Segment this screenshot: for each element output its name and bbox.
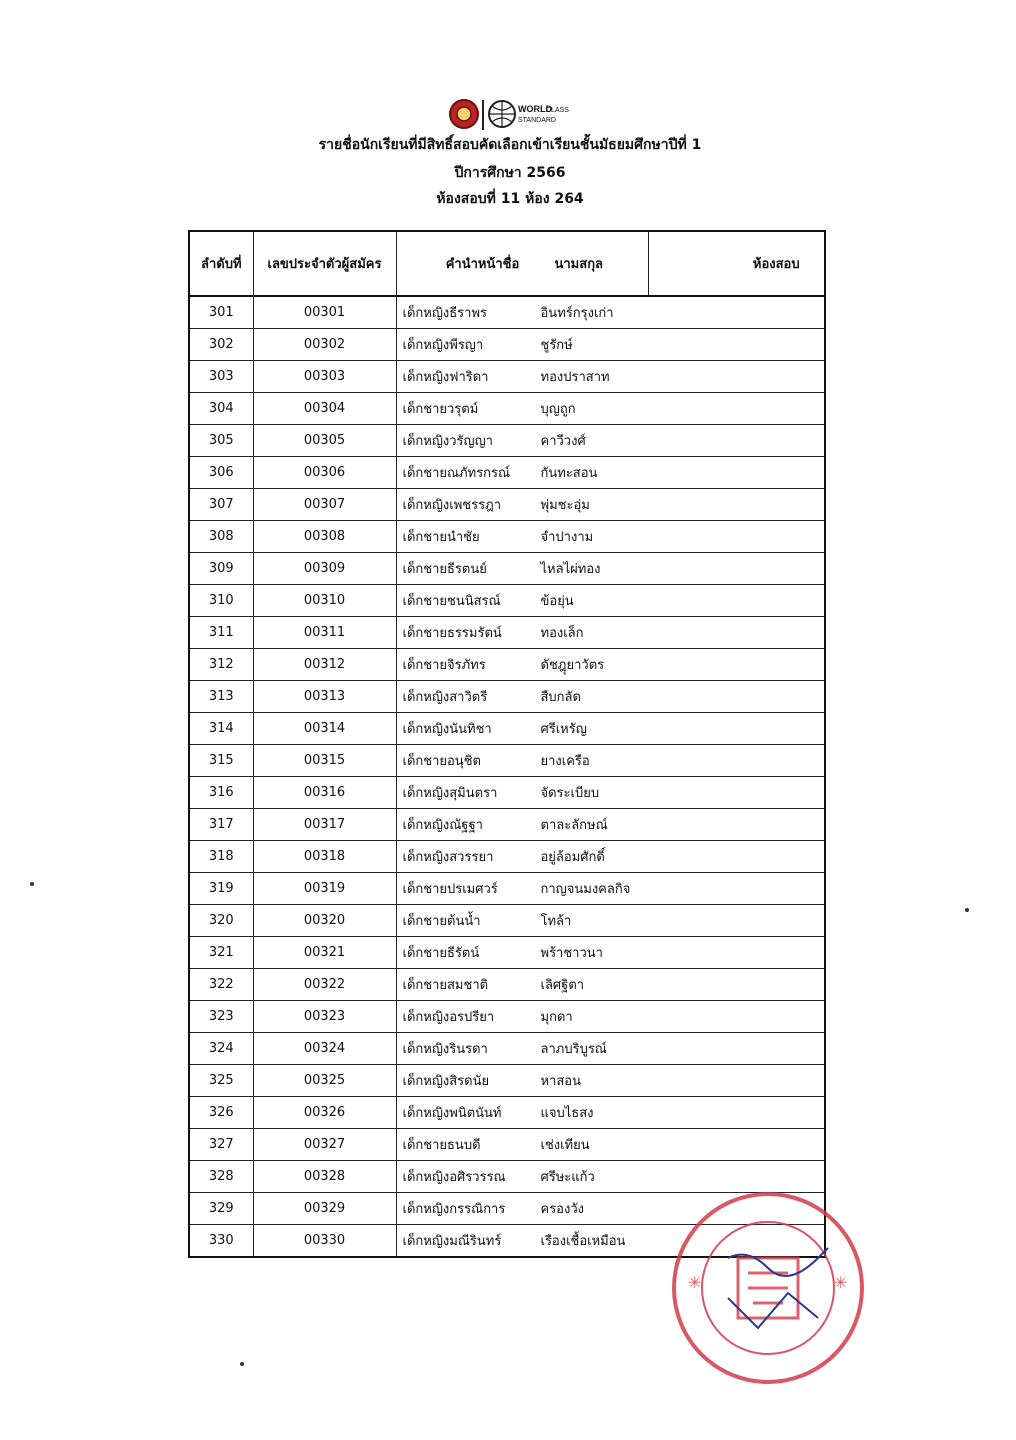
table-row <box>189 841 825 873</box>
student-surname: มุกดา <box>540 1010 573 1025</box>
cell-name <box>396 873 825 905</box>
header-logos <box>448 94 578 136</box>
student-name: เด็กหญิงอรปรียา <box>402 1010 495 1025</box>
cell-order: 303 <box>189 361 253 393</box>
table-row <box>189 809 825 841</box>
table-row <box>189 585 825 617</box>
table-row <box>189 937 825 969</box>
student-name: เด็กหญิงสิรดนัย <box>402 1074 490 1089</box>
table-row <box>189 777 825 809</box>
cell-name <box>396 585 825 617</box>
table-row <box>189 969 825 1001</box>
cell-applicant-id: 00307 <box>253 489 396 521</box>
cell-applicant-id: 00316 <box>253 777 396 809</box>
cell-order: 319 <box>189 873 253 905</box>
cell-applicant-id: 00308 <box>253 521 396 553</box>
cell-applicant-id: 00311 <box>253 617 396 649</box>
col-header-order: ลำดับที่ <box>189 231 253 296</box>
student-surname: กันทะสอน <box>540 466 598 481</box>
cell-applicant-id: 00317 <box>253 809 396 841</box>
cell-applicant-id: 00321 <box>253 937 396 969</box>
student-surname: ลาภบริบูรณ์ <box>540 1042 607 1057</box>
student-name: เด็กชายชนนิสรณ์ <box>402 594 501 609</box>
table-row <box>189 1033 825 1065</box>
school-emblem-icon <box>448 94 578 136</box>
student-surname: กาญจนมงคลกิจ <box>540 882 631 897</box>
student-name: เด็กหญิงวรัญญา <box>402 434 493 449</box>
cell-name <box>396 1001 825 1033</box>
table-row <box>189 425 825 457</box>
cell-order: 301 <box>189 296 253 329</box>
cell-applicant-id: 00302 <box>253 329 396 361</box>
cell-order: 306 <box>189 457 253 489</box>
scan-speck <box>240 1362 244 1366</box>
cell-name <box>396 681 825 713</box>
cell-name <box>396 841 825 873</box>
student-name: เด็กหญิงธีราพร <box>402 306 488 321</box>
cell-applicant-id: 00304 <box>253 393 396 425</box>
student-name: เด็กชายปรเมศวร์ <box>402 882 498 897</box>
cell-applicant-id: 00327 <box>253 1129 396 1161</box>
cell-order: 329 <box>189 1193 253 1225</box>
col-header-surname-exam <box>554 231 825 296</box>
table-row <box>189 489 825 521</box>
cell-name <box>396 809 825 841</box>
cell-applicant-id: 00318 <box>253 841 396 873</box>
table-row <box>189 393 825 425</box>
student-name: เด็กชายจิรภัทร <box>402 658 486 673</box>
cell-name <box>396 1065 825 1097</box>
table-row <box>189 905 825 937</box>
cell-order: 316 <box>189 777 253 809</box>
table-row <box>189 553 825 585</box>
student-surname: ดัชฎุยาวัตร <box>540 658 605 673</box>
student-surname: ทองเล็ก <box>540 626 584 641</box>
table-row <box>189 745 825 777</box>
table-body <box>189 296 825 1257</box>
table-row <box>189 1129 825 1161</box>
table-row <box>189 649 825 681</box>
cell-order: 309 <box>189 553 253 585</box>
cell-name <box>396 905 825 937</box>
cell-name <box>396 1129 825 1161</box>
student-surname: อินทร์กรุงเก่า <box>540 306 614 321</box>
student-surname: อยู่ล้อมศักดิ์ <box>540 850 605 865</box>
cell-order: 321 <box>189 937 253 969</box>
student-surname: ศรีษะแก้ว <box>540 1170 595 1185</box>
student-name: เด็กหญิงเพชรรฎา <box>402 498 502 513</box>
scan-speck <box>965 908 969 912</box>
table-row <box>189 873 825 905</box>
student-surname: พร้าชาวนา <box>540 946 603 961</box>
svg-text:STANDARD: STANDARD <box>518 117 556 124</box>
cell-name <box>396 553 825 585</box>
cell-order: 324 <box>189 1033 253 1065</box>
cell-order: 330 <box>189 1225 253 1258</box>
exam-room-heading: ห้องสอบที่ 11 ห้อง 264 <box>436 191 584 207</box>
cell-applicant-id: 00329 <box>253 1193 396 1225</box>
cell-name <box>396 649 825 681</box>
student-name: เด็กหญิงสุมินตรา <box>402 786 498 801</box>
cell-applicant-id: 00323 <box>253 1001 396 1033</box>
cell-name <box>396 745 825 777</box>
student-surname: เรืองเชื้อเหมือน <box>540 1234 626 1249</box>
school-seal-stamp-icon <box>668 1188 868 1388</box>
cell-applicant-id: 00330 <box>253 1225 396 1258</box>
student-surname: จัดระเบียบ <box>540 786 600 801</box>
student-surname: สืบกลัด <box>540 690 581 705</box>
table-row <box>189 1001 825 1033</box>
cell-applicant-id: 00325 <box>253 1065 396 1097</box>
student-name: เด็กชายสมชาติ <box>402 978 489 993</box>
cell-order: 302 <box>189 329 253 361</box>
cell-order: 323 <box>189 1001 253 1033</box>
cell-order: 317 <box>189 809 253 841</box>
cell-order: 310 <box>189 585 253 617</box>
cell-order: 327 <box>189 1129 253 1161</box>
cell-order: 304 <box>189 393 253 425</box>
student-name: เด็กชายธีรตนย์ <box>402 562 487 577</box>
cell-name <box>396 425 825 457</box>
academic-year: ปีการศึกษา 2566 <box>454 165 566 181</box>
cell-name <box>396 713 825 745</box>
cell-applicant-id: 00322 <box>253 969 396 1001</box>
cell-name <box>396 521 825 553</box>
cell-applicant-id: 00326 <box>253 1097 396 1129</box>
student-surname: เลิศฐิตา <box>540 978 585 993</box>
table-row <box>189 521 825 553</box>
student-name: เด็กชายธนบดี <box>402 1138 481 1153</box>
cell-applicant-id: 00328 <box>253 1161 396 1193</box>
student-surname: จำปางาม <box>540 530 594 545</box>
student-name: เด็กหญิงพีรญา <box>402 338 484 353</box>
col-header-surname: นามสกุล <box>554 257 604 272</box>
student-surname: ครองวัง <box>540 1202 584 1217</box>
student-name: เด็กหญิงสวรรยา <box>402 850 494 865</box>
cell-order: 305 <box>189 425 253 457</box>
student-name: เด็กชายณภัทรกรณ์ <box>402 466 511 481</box>
student-surname: ไหลไผ่ทอง <box>540 562 601 577</box>
cell-applicant-id: 00324 <box>253 1033 396 1065</box>
cell-name <box>396 1097 825 1129</box>
cell-name <box>396 777 825 809</box>
student-surname: ข้อยุ่น <box>540 594 574 609</box>
cell-name <box>396 937 825 969</box>
cell-applicant-id: 00303 <box>253 361 396 393</box>
student-name: เด็กชายธีรัตน์ <box>402 946 480 961</box>
cell-name <box>396 1033 825 1065</box>
student-name: เด็กหญิงรินรดา <box>402 1042 488 1057</box>
svg-text:✳: ✳ <box>688 1273 702 1292</box>
student-surname: โทล้า <box>540 914 572 929</box>
student-name: เด็กหญิงอศิรวรรณ <box>402 1170 506 1185</box>
cell-applicant-id: 00312 <box>253 649 396 681</box>
col-header-applicant-id: เลขประจำตัวผู้สมัคร <box>253 231 396 296</box>
svg-text:✳: ✳ <box>834 1273 848 1292</box>
cell-order: 328 <box>189 1161 253 1193</box>
student-name: เด็กหญิงนันทิชา <box>402 722 492 737</box>
cell-name <box>396 361 825 393</box>
student-name: เด็กหญิงกรรณิการ <box>402 1202 506 1217</box>
table-row <box>189 329 825 361</box>
student-surname: แจบไธสง <box>540 1106 594 1121</box>
cell-order: 313 <box>189 681 253 713</box>
student-surname: ชูรักษ์ <box>540 338 573 353</box>
table-row <box>189 1097 825 1129</box>
col-header-prefix-name: คำนำหน้าชื่อ <box>445 257 520 272</box>
student-name: เด็กชายธรรมรัตน์ <box>402 626 502 641</box>
col-header-exam-room: ห้องสอบ <box>752 257 800 272</box>
cell-name <box>396 617 825 649</box>
cell-applicant-id: 00310 <box>253 585 396 617</box>
cell-order: 322 <box>189 969 253 1001</box>
cell-applicant-id: 00306 <box>253 457 396 489</box>
page-title: รายชื่อนักเรียนที่มีสิทธิ์สอบคัดเลือกเข้าเรียนชั้นมัธยมศึกษาปีที่ 1 <box>318 137 702 153</box>
svg-text:CLASS: CLASS <box>546 107 569 114</box>
student-surname: ทองปราสาท <box>540 370 610 385</box>
student-surname: ตาละลักษณ์ <box>540 818 608 833</box>
cell-order: 315 <box>189 745 253 777</box>
table-row <box>189 457 825 489</box>
student-name: เด็กชายอนุชิต <box>402 754 481 769</box>
student-name: เด็กหญิงพนิตนันท์ <box>402 1106 502 1121</box>
student-name: เด็กหญิงมณีรินทร์ <box>402 1234 502 1249</box>
cell-applicant-id: 00319 <box>253 873 396 905</box>
cell-applicant-id: 00313 <box>253 681 396 713</box>
cell-order: 318 <box>189 841 253 873</box>
svg-text:WORLD: WORLD <box>518 104 552 114</box>
student-surname: หาสอน <box>540 1074 581 1089</box>
scan-speck <box>30 882 34 886</box>
student-name: เด็กหญิงณัฐฐา <box>402 818 483 833</box>
cell-order: 325 <box>189 1065 253 1097</box>
cell-order: 314 <box>189 713 253 745</box>
student-surname: พุ่มชะอุ่ม <box>540 498 590 513</box>
cell-applicant-id: 00314 <box>253 713 396 745</box>
cell-order: 307 <box>189 489 253 521</box>
cell-order: 308 <box>189 521 253 553</box>
table-header-row <box>189 231 825 296</box>
table-row <box>189 681 825 713</box>
table-row <box>189 361 825 393</box>
student-surname: เช่งเทียน <box>540 1138 590 1153</box>
cell-name <box>396 969 825 1001</box>
cell-applicant-id: 00301 <box>253 296 396 329</box>
cell-name <box>396 457 825 489</box>
student-surname: ยางเครือ <box>540 754 590 769</box>
student-roster-table <box>188 230 826 1258</box>
student-surname: ศรีเหรัญ <box>540 722 587 737</box>
cell-name <box>396 489 825 521</box>
cell-order: 326 <box>189 1097 253 1129</box>
student-name: เด็กหญิงสาวิตรี <box>402 690 488 705</box>
table-row <box>189 617 825 649</box>
table-row <box>189 296 825 329</box>
cell-applicant-id: 00320 <box>253 905 396 937</box>
cell-applicant-id: 00305 <box>253 425 396 457</box>
cell-name <box>396 329 825 361</box>
cell-applicant-id: 00315 <box>253 745 396 777</box>
cell-name <box>396 393 825 425</box>
student-surname: บุญถูก <box>540 402 576 417</box>
cell-order: 320 <box>189 905 253 937</box>
table-row <box>189 1065 825 1097</box>
student-name: เด็กชายนำชัย <box>402 530 480 545</box>
student-name: เด็กชายต้นน้ำ <box>402 914 481 929</box>
cell-order: 312 <box>189 649 253 681</box>
cell-order: 311 <box>189 617 253 649</box>
student-name: เด็กชายวรุตม์ <box>402 402 479 417</box>
cell-applicant-id: 00309 <box>253 553 396 585</box>
cell-name <box>396 296 825 329</box>
table-row <box>189 713 825 745</box>
student-surname: คาวีวงศ์ <box>540 434 586 449</box>
student-name: เด็กหญิงฟาริดา <box>402 370 489 385</box>
